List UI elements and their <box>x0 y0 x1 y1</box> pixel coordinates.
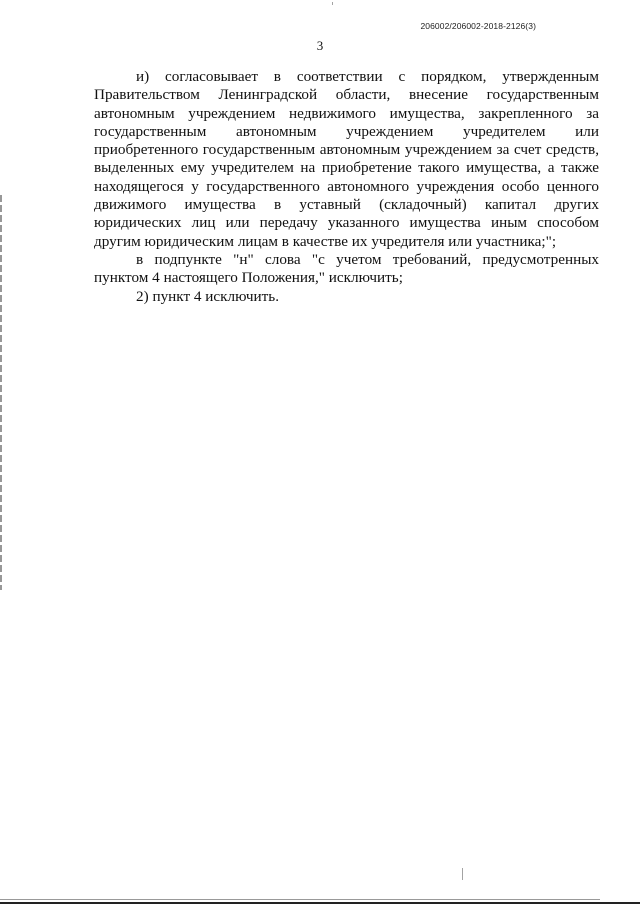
scan-edge-left <box>0 195 2 590</box>
scan-speck <box>462 868 463 880</box>
paragraph-point-2: 2) пункт 4 исключить. <box>136 287 280 305</box>
scan-speck <box>332 2 333 5</box>
paragraph-subitem-n: в подпункте "н" слова "с учетом требований, предусмотренных пунктом 4 настоящего Положения," исключить; <box>94 250 599 287</box>
page-number: 3 <box>316 38 324 53</box>
paragraph-item-i: и) согласовывает в соответствии с порядком, утвержденным Правительством Ленинградской области, внесение государственным автономным учреждением недвижимого имущества, закрепленного за государственным автономным учреждением учредителем или приобретенного государственным автономным учреждением за счет средств, выделенных ему учредителем на приобретение такого имущества, а также находящегося у государственного автономного учреждения особо ценного движимого имущества в уставный (складочный) капитал других юридических лиц или передачу указанного имущества иным способом другим юридическим лицам в качестве их учредителя или участника;"; <box>94 68 599 250</box>
scan-edge-bottom <box>0 902 640 904</box>
scan-edge-bottom-inner <box>0 899 600 900</box>
document-id: 206002/206002-2018-2126(3) <box>420 21 536 31</box>
document-body <box>94 68 599 306</box>
